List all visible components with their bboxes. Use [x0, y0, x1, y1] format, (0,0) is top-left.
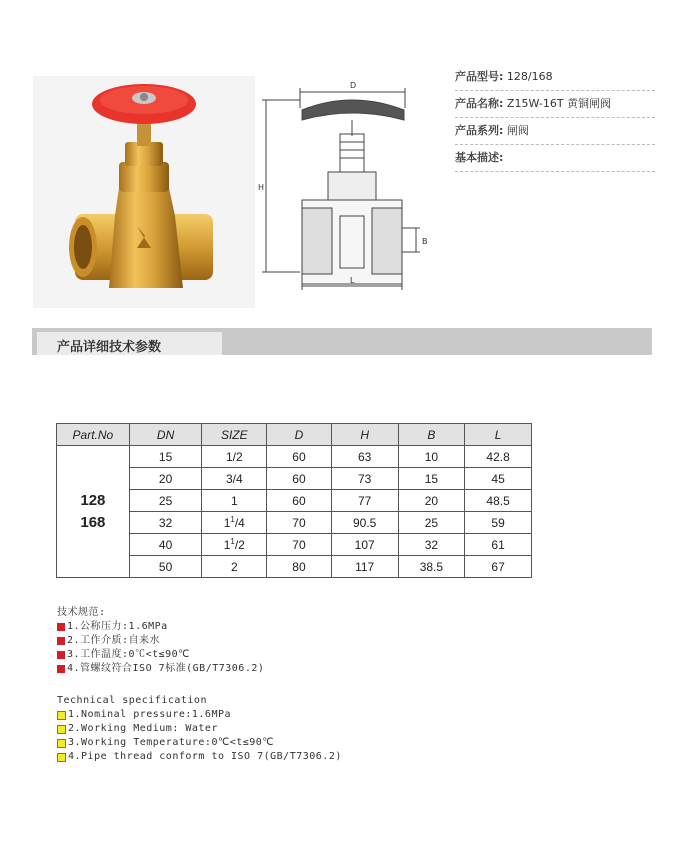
col-header: D — [267, 424, 332, 446]
col-header: SIZE — [202, 424, 267, 446]
gate-valve-photo-icon — [33, 76, 255, 308]
dim-d-label: D — [350, 81, 357, 90]
list-item: 4.Pipe thread conform to ISO 7(GB/T7306.2) — [57, 750, 342, 764]
table-row: 40 $1^1/2$ 70 107 32 61 — [57, 534, 532, 556]
col-header: B — [398, 424, 465, 446]
list-item: 1.Nominal pressure:1.6MPa — [57, 708, 342, 722]
info-series: 产品系列: 闸阀 — [455, 118, 655, 145]
list-item: 3.工作温度:0℃<t≤90℃ — [57, 648, 264, 662]
info-name: 产品名称: Z15W-16T 黄铜闸阀 — [455, 91, 655, 118]
spec-cn — [57, 606, 264, 676]
red-square-icon — [57, 623, 65, 631]
table-row: 20 3/4 60 73 15 45 — [57, 468, 532, 490]
info-description: 基本描述: — [455, 145, 655, 172]
spec-en-title: Technical specification — [57, 695, 207, 706]
table-row: 25 1 60 77 20 48.5 — [57, 490, 532, 512]
dim-l-label: L — [350, 276, 355, 285]
list-item: 3.Working Temperature:0℃<t≤90℃ — [57, 736, 342, 750]
spec-cn-title: 技术规范: — [57, 607, 106, 618]
product-photo — [33, 76, 255, 308]
dim-h-label: H — [258, 183, 265, 192]
yellow-square-icon — [57, 753, 66, 762]
red-square-icon — [57, 637, 65, 645]
col-header: H — [331, 424, 398, 446]
info-model: 产品型号: 128/168 — [455, 64, 655, 91]
list-item: 4.管螺纹符合ISO 7标准(GB/T7306.2) — [57, 662, 264, 676]
spec-table — [56, 423, 532, 578]
red-square-icon — [57, 665, 65, 673]
section-header — [32, 328, 652, 355]
dim-b-label: B — [422, 237, 428, 246]
table-header-row — [57, 424, 532, 446]
table-row: 50 2 80 117 38.5 67 — [57, 556, 532, 578]
list-item: 2.Working Medium: Water — [57, 722, 342, 736]
section-tab — [37, 332, 222, 355]
yellow-square-icon — [57, 711, 66, 720]
part-no-cell: 128 168 — [57, 446, 130, 578]
table-row: 128 168 15 1/2 60 63 10 42.8 — [57, 446, 532, 468]
col-header: Part.No — [57, 424, 130, 446]
spec-en — [57, 694, 342, 764]
col-header: DN — [129, 424, 202, 446]
yellow-square-icon — [57, 725, 66, 734]
dimension-drawing — [258, 76, 442, 296]
product-info — [455, 64, 655, 172]
list-item: 1.公称压力:1.6MPa — [57, 620, 264, 634]
gate-valve-dimension-drawing-icon — [258, 76, 442, 296]
yellow-square-icon — [57, 739, 66, 748]
red-square-icon — [57, 651, 65, 659]
section-title: 产品详细技术参数 — [57, 340, 162, 355]
list-item: 2.工作介质:自来水 — [57, 634, 264, 648]
col-header: L — [465, 424, 532, 446]
table-row: 32 $1^1/4$ 70 90.5 25 59 — [57, 512, 532, 534]
